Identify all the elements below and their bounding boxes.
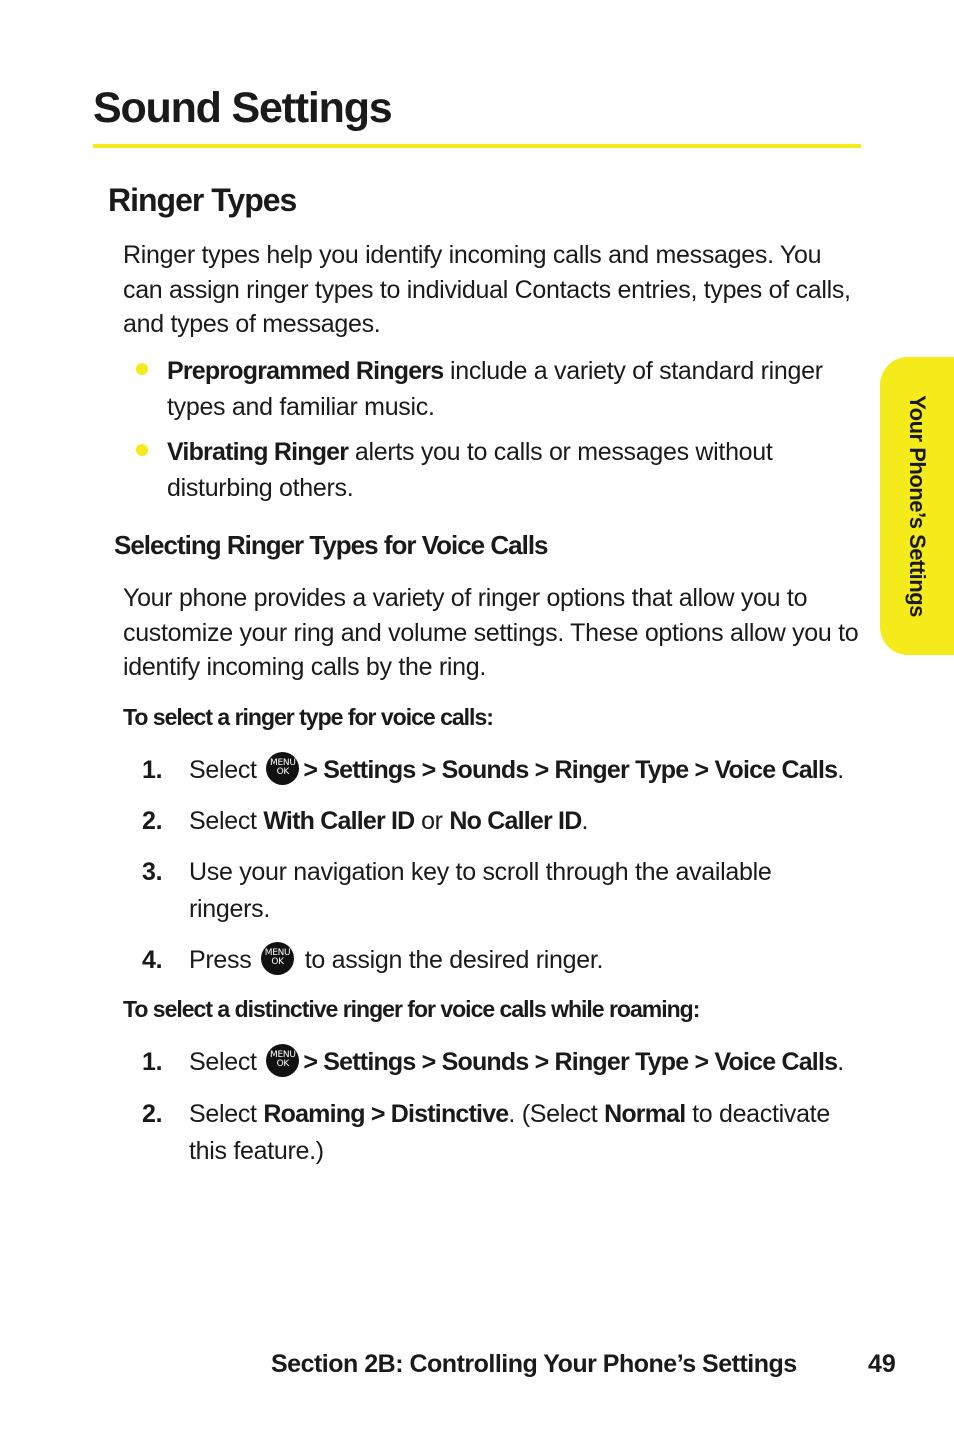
step-text: . <box>837 1048 844 1076</box>
bullet-dot-icon <box>136 444 148 456</box>
step-number: 1. <box>142 756 163 784</box>
procedure-title: To select a ringer type for voice calls: <box>123 704 493 730</box>
subsection-title: Selecting Ringer Types for Voice Calls <box>114 530 548 560</box>
page-number: 49 <box>868 1350 896 1378</box>
step-4 <box>142 942 857 979</box>
menu-path: > Settings > Sounds > Ringer Type > Voice Calls <box>303 1048 838 1076</box>
option-roaming-distinctive: Roaming > Distinctive <box>263 1100 509 1128</box>
menu-label: MENU <box>270 757 296 768</box>
menu-ok-key-icon <box>266 752 299 785</box>
step-text: Use your navigation key to scroll through the available ringers. <box>189 858 772 923</box>
bullet-vibrating <box>136 434 846 506</box>
subsection-paragraph: Your phone provides a variety of ringer options that allow you to customize your ring and volume settings. These options allow you to identify incoming calls by the ring. <box>123 584 859 681</box>
bullet-preprogrammed <box>136 353 846 425</box>
step-text: Select <box>189 1100 264 1128</box>
step-text: . <box>837 756 844 784</box>
title-rule <box>93 144 861 148</box>
step-number: 4. <box>142 946 163 974</box>
roaming-step-1 <box>142 1044 857 1081</box>
bullet-text: include a variety of standard ringer types and familiar music. <box>167 357 823 421</box>
step-text: Select <box>189 807 264 835</box>
page-title: Sound Settings <box>93 84 392 132</box>
step-number: 1. <box>142 1048 163 1076</box>
step-3 <box>142 854 857 928</box>
menu-ok-key-icon <box>266 1044 299 1077</box>
step-text: to assign the desired ringer. <box>298 946 604 974</box>
ok-label: OK <box>271 956 284 967</box>
menu-path: > Settings > Sounds > Ringer Type > Voice Calls <box>303 756 838 784</box>
step-text: Select <box>189 1048 264 1076</box>
bullet-term: Preprogrammed Ringers <box>167 357 444 385</box>
option-with-caller-id: With Caller ID <box>263 807 415 835</box>
procedure-title-roaming: To select a distinctive ringer for voice calls while roaming: <box>123 996 700 1022</box>
menu-label: MENU <box>270 1049 296 1060</box>
bullet-term: Vibrating Ringer <box>167 438 349 466</box>
bullet-text: alerts you to calls or messages without disturbing others. <box>167 438 773 502</box>
section-title: Ringer Types <box>108 182 297 218</box>
step-number: 2. <box>142 1100 163 1128</box>
intro-paragraph: Ringer types help you identify incoming calls and messages. You can assign ringer types to individual Contacts entries, types of calls, and types of messages. <box>123 241 851 338</box>
step-text: or <box>414 807 450 835</box>
step-2 <box>142 803 857 840</box>
step-text: to deactivate this feature.) <box>189 1100 830 1165</box>
bullet-dot-icon <box>136 363 148 375</box>
menu-label: MENU <box>264 947 291 958</box>
option-no-caller-id: No Caller ID <box>449 807 582 835</box>
ok-label: OK <box>276 1058 290 1069</box>
step-text: Select <box>189 756 264 784</box>
footer-section: Section 2B: Controlling Your Phone’s Settings <box>271 1350 797 1378</box>
step-number: 3. <box>142 858 163 886</box>
ok-label: OK <box>276 766 290 777</box>
side-tab-label: Your Phone’s Settings <box>905 395 930 617</box>
step-text: . <box>581 807 589 835</box>
step-1 <box>142 752 857 789</box>
step-number: 2. <box>142 807 163 835</box>
step-text: . (Select <box>508 1100 605 1128</box>
roaming-step-2 <box>142 1096 857 1170</box>
option-normal: Normal <box>604 1100 686 1128</box>
side-tab <box>880 357 954 655</box>
step-text: Press <box>189 946 259 974</box>
menu-ok-key-icon <box>261 942 294 975</box>
